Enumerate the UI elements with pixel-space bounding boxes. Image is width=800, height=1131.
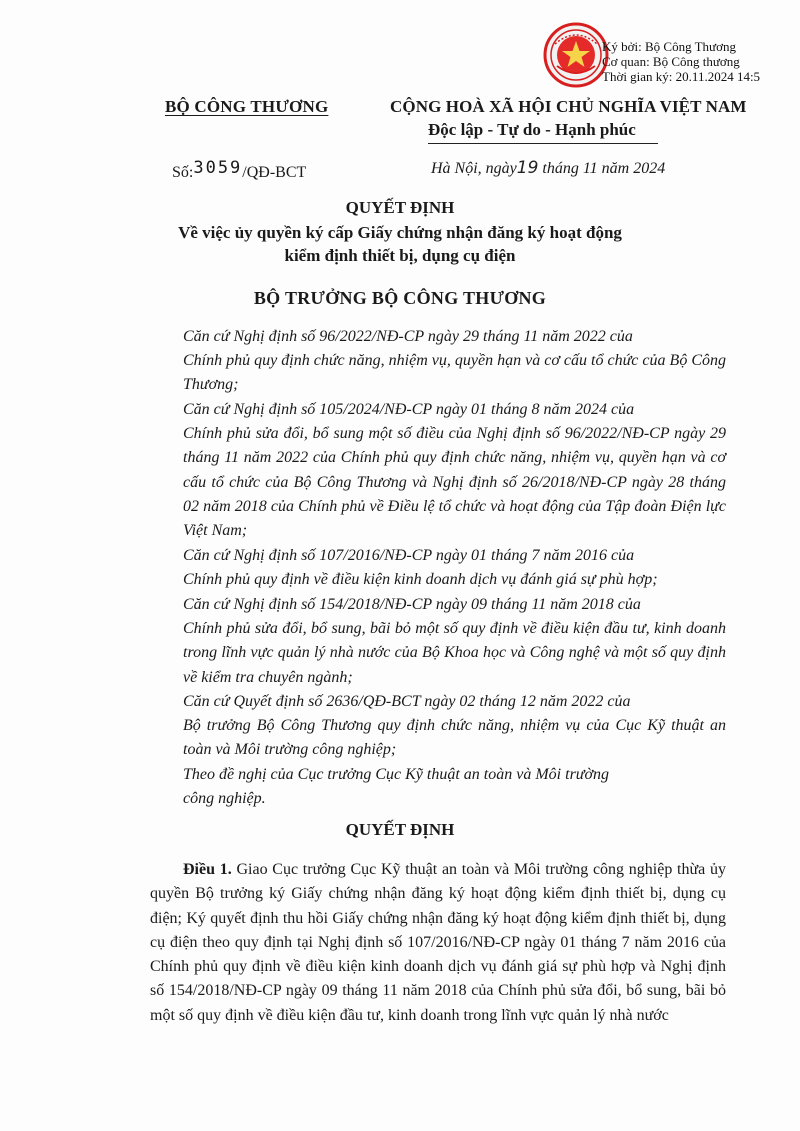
subject-line-2: kiểm định thiết bị, dụng cụ điện <box>284 246 516 265</box>
issuing-authority: BỘ TRƯỞNG BỘ CÔNG THƯƠNG <box>253 288 547 308</box>
handwritten-day: 19 <box>516 158 539 178</box>
republic-name: CỘNG HOÀ XÃ HỘI CHỦ NGHĨA VIỆT NAM <box>390 97 747 116</box>
preamble-6: Theo đề nghị của Cục trưởng Cục Kỹ thuật an toàn và Môi trường công nghiệp. <box>183 766 610 808</box>
subject-line-1: Về việc ủy quyền ký cấp Giấy chứng nhận đăng ký hoạt động <box>178 223 622 242</box>
place-suffix: tháng 11 năm 2024 <box>538 160 666 177</box>
preamble-3: Căn cứ Nghị định số 107/2016/NĐ-CP ngày 01 tháng 7 năm 2016 của Chính phủ quy định về điều kiện kinh doanh dịch vụ đánh giá sự phù hợp; <box>183 547 658 589</box>
red-seal-icon <box>543 22 609 88</box>
decision-title: QUYẾT ĐỊNH <box>345 198 455 217</box>
decision-heading: QUYẾT ĐỊNH <box>345 820 455 839</box>
signature-agency: Cơ quan: Bộ Công thương <box>602 54 740 69</box>
national-motto: Độc lập - Tự do - Hạnh phúc <box>428 120 636 139</box>
number-prefix: Số: <box>172 164 194 181</box>
handwritten-number: 3059 <box>193 158 243 178</box>
article-1 <box>150 858 726 1028</box>
place-date <box>431 158 665 178</box>
article-1-text: Giao Cục trưởng Cục Kỹ thuật an toàn và Môi trường công nghiệp thừa ủy quyền Bộ trưởng ký Giấy chứng nhận đăng ký hoạt động kiểm định thiết bị, dụng cụ điện; Ký quyết định thu hồi Giấy chứng nhận đăng ký hoạt động kiểm định thiết bị, dụng cụ điện theo quy định tại Nghị định số 107/2016/NĐ-CP ngày 01 tháng 7 năm 2016 của Chính phủ quy định về điều kiện kinh doanh dịch vụ đánh giá sự phù hợp và Nghị định số 154/2018/NĐ-CP ngày 09 tháng 11 năm 2018 của Chính phủ sửa đổi, bổ sung, bãi bỏ một số quy định về điều kiện đầu tư, kinh doanh trong lĩnh vực quản lý nhà nước <box>150 861 727 1024</box>
preamble-1: Căn cứ Nghị định số 96/2022/NĐ-CP ngày 29 tháng 11 năm 2022 của Chính phủ quy định chức năng, nhiệm vụ, quyền hạn và cơ cấu tổ chức của Bộ Công Thương; <box>183 328 726 394</box>
preamble-4: Căn cứ Nghị định số 154/2018/NĐ-CP ngày 09 tháng 11 năm 2018 của Chính phủ sửa đổi, bổ sung, bãi bỏ một số quy định về điều kiện đầu tư, kinh doanh trong lĩnh vực quản lý nhà nước của Bộ Khoa học và Công nghệ và một số quy định về kiểm tra chuyên ngành; <box>183 596 726 686</box>
document-number <box>172 158 306 182</box>
signature-time: Thời gian ký: 20.11.2024 14:5 <box>602 69 761 84</box>
signature-signed-by: Ký bởi: Bộ Công Thương <box>602 39 736 54</box>
ministry-name: BỘ CÔNG THƯƠNG <box>165 97 329 116</box>
motto-underline <box>428 143 658 144</box>
preamble-5: Căn cứ Quyết định số 2636/QĐ-BCT ngày 02 tháng 12 năm 2022 của Bộ trưởng Bộ Công Thương quy định chức năng, nhiệm vụ của Cục Kỹ thuật an toàn và Môi trường công nghiệp; <box>183 693 726 759</box>
place-prefix: Hà Nội, ngày <box>431 160 517 177</box>
number-suffix: /QĐ-BCT <box>242 164 307 181</box>
preamble-2: Căn cứ Nghị định số 105/2024/NĐ-CP ngày 01 tháng 8 năm 2024 của Chính phủ sửa đổi, bổ sung một số điều của Nghị định số 96/2022/NĐ-CP ngày 29 tháng 11 năm 2022 của Chính phủ quy định chức năng, nhiệm vụ, quyền hạn và cơ cấu tổ chức của Bộ Công Thương và Nghị định số 26/2018/NĐ-CP ngày 28 tháng 02 năm 2018 của Chính phủ về Điều lệ tổ chức và hoạt động của Tập đoàn Điện lực Việt Nam; <box>183 401 726 540</box>
article-1-label: Điều 1. <box>183 861 232 878</box>
